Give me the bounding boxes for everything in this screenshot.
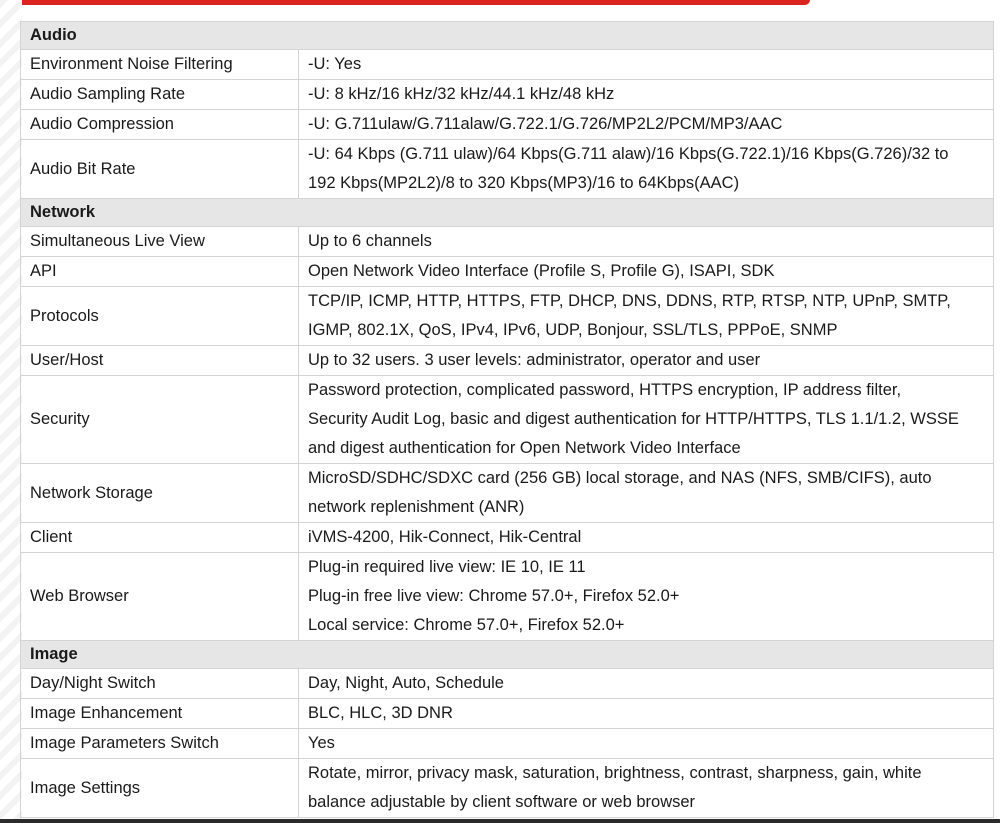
spec-value-line: iVMS-4200, Hik-Connect, Hik-Central: [308, 528, 582, 546]
spec-value-line: balance adjustable by client software or web browser: [308, 793, 696, 811]
spec-table: [20, 21, 994, 818]
spec-value-line: TCP/IP, ICMP, HTTP, HTTPS, FTP, DHCP, DNS, DDNS, RTP, RTSP, NTP, UPnP, SMTP,: [308, 292, 951, 310]
section-header-row: [21, 22, 994, 50]
spec-value: [299, 346, 994, 376]
spec-row: [21, 523, 994, 553]
spec-value-line: Yes: [308, 734, 335, 752]
spec-label: Web Browser: [21, 553, 299, 641]
spec-value: [299, 523, 994, 553]
spec-row: [21, 553, 994, 641]
spec-label: Environment Noise Filtering: [21, 50, 299, 80]
spec-label: Day/Night Switch: [21, 669, 299, 699]
spec-label: Image Parameters Switch: [21, 729, 299, 759]
spec-value-line: BLC, HLC, 3D DNR: [308, 704, 453, 722]
decorative-side-pattern: [0, 0, 22, 823]
spec-label: User/Host: [21, 346, 299, 376]
spec-value: [299, 699, 994, 729]
spec-value: [299, 227, 994, 257]
spec-value-line: Plug-in free live view: Chrome 57.0+, Firefox 52.0+: [308, 587, 680, 605]
spec-label: Client: [21, 523, 299, 553]
spec-value-line: IGMP, 802.1X, QoS, IPv4, IPv6, UDP, Bonjour, SSL/TLS, PPPoE, SNMP: [308, 321, 838, 339]
spec-value: [299, 464, 994, 523]
spec-value: [299, 80, 994, 110]
spec-row: [21, 376, 994, 464]
spec-value-line: Local service: Chrome 57.0+, Firefox 52.0+: [308, 616, 625, 634]
spec-label: Security: [21, 376, 299, 464]
section-header-row: [21, 199, 994, 227]
spec-row: [21, 346, 994, 376]
section-title: Network: [21, 199, 994, 227]
spec-row: [21, 140, 994, 199]
spec-value: [299, 669, 994, 699]
spec-label: Image Settings: [21, 759, 299, 818]
spec-row: [21, 759, 994, 818]
spec-row: [21, 699, 994, 729]
section-header-row: [21, 641, 994, 669]
spec-value: [299, 50, 994, 80]
header-accent-bar: [0, 0, 810, 5]
section-title: Image: [21, 641, 994, 669]
spec-row: [21, 729, 994, 759]
spec-value-line: Rotate, mirror, privacy mask, saturation, brightness, contrast, sharpness, gain, white: [308, 764, 922, 782]
spec-row: [21, 227, 994, 257]
spec-value-line: Security Audit Log, basic and digest authentication for HTTP/HTTPS, TLS 1.1/1.2, WSSE: [308, 410, 959, 428]
spec-row: [21, 110, 994, 140]
spec-label: Audio Compression: [21, 110, 299, 140]
spec-value-line: and digest authentication for Open Network Video Interface: [308, 439, 741, 457]
spec-label: Image Enhancement: [21, 699, 299, 729]
spec-value: [299, 376, 994, 464]
spec-label: Simultaneous Live View: [21, 227, 299, 257]
spec-value-line: -U: G.711ulaw/G.711alaw/G.722.1/G.726/MP2L2/PCM/MP3/AAC: [308, 115, 783, 133]
spec-value: [299, 140, 994, 199]
spec-value-line: Open Network Video Interface (Profile S, Profile G), ISAPI, SDK: [308, 262, 775, 280]
spec-table-body: [21, 22, 994, 818]
spec-row: [21, 50, 994, 80]
spec-value: [299, 110, 994, 140]
spec-value-line: MicroSD/SDHC/SDXC card (256 GB) local storage, and NAS (NFS, SMB/CIFS), auto: [308, 469, 932, 487]
spec-value-line: Plug-in required live view: IE 10, IE 11: [308, 558, 586, 576]
spec-label: API: [21, 257, 299, 287]
spec-row: [21, 287, 994, 346]
spec-value-line: 192 Kbps(MP2L2)/8 to 320 Kbps(MP3)/16 to 64Kbps(AAC): [308, 174, 740, 192]
spec-label: Audio Bit Rate: [21, 140, 299, 199]
spec-value: [299, 287, 994, 346]
spec-value: [299, 257, 994, 287]
spec-value-line: Password protection, complicated password, HTTPS encryption, IP address filter,: [308, 381, 902, 399]
spec-value: [299, 759, 994, 818]
spec-row: [21, 257, 994, 287]
spec-label: Audio Sampling Rate: [21, 80, 299, 110]
spec-value-line: Day, Night, Auto, Schedule: [308, 674, 504, 692]
spec-value: [299, 553, 994, 641]
spec-value-line: Up to 6 channels: [308, 232, 432, 250]
spec-value-line: network replenishment (ANR): [308, 498, 525, 516]
spec-row: [21, 464, 994, 523]
spec-value-line: Up to 32 users. 3 user levels: administrator, operator and user: [308, 351, 761, 369]
section-title: Audio: [21, 22, 994, 50]
spec-value-line: -U: 8 kHz/16 kHz/32 kHz/44.1 kHz/48 kHz: [308, 85, 615, 103]
spec-label: Network Storage: [21, 464, 299, 523]
spec-row: [21, 80, 994, 110]
spec-value-line: -U: Yes: [308, 55, 362, 73]
spec-label: Protocols: [21, 287, 299, 346]
page-bottom-rule: [0, 819, 1000, 823]
spec-row: [21, 669, 994, 699]
spec-value: [299, 729, 994, 759]
spec-value-line: -U: 64 Kbps (G.711 ulaw)/64 Kbps(G.711 alaw)/16 Kbps(G.722.1)/16 Kbps(G.726)/32 to: [308, 145, 949, 163]
